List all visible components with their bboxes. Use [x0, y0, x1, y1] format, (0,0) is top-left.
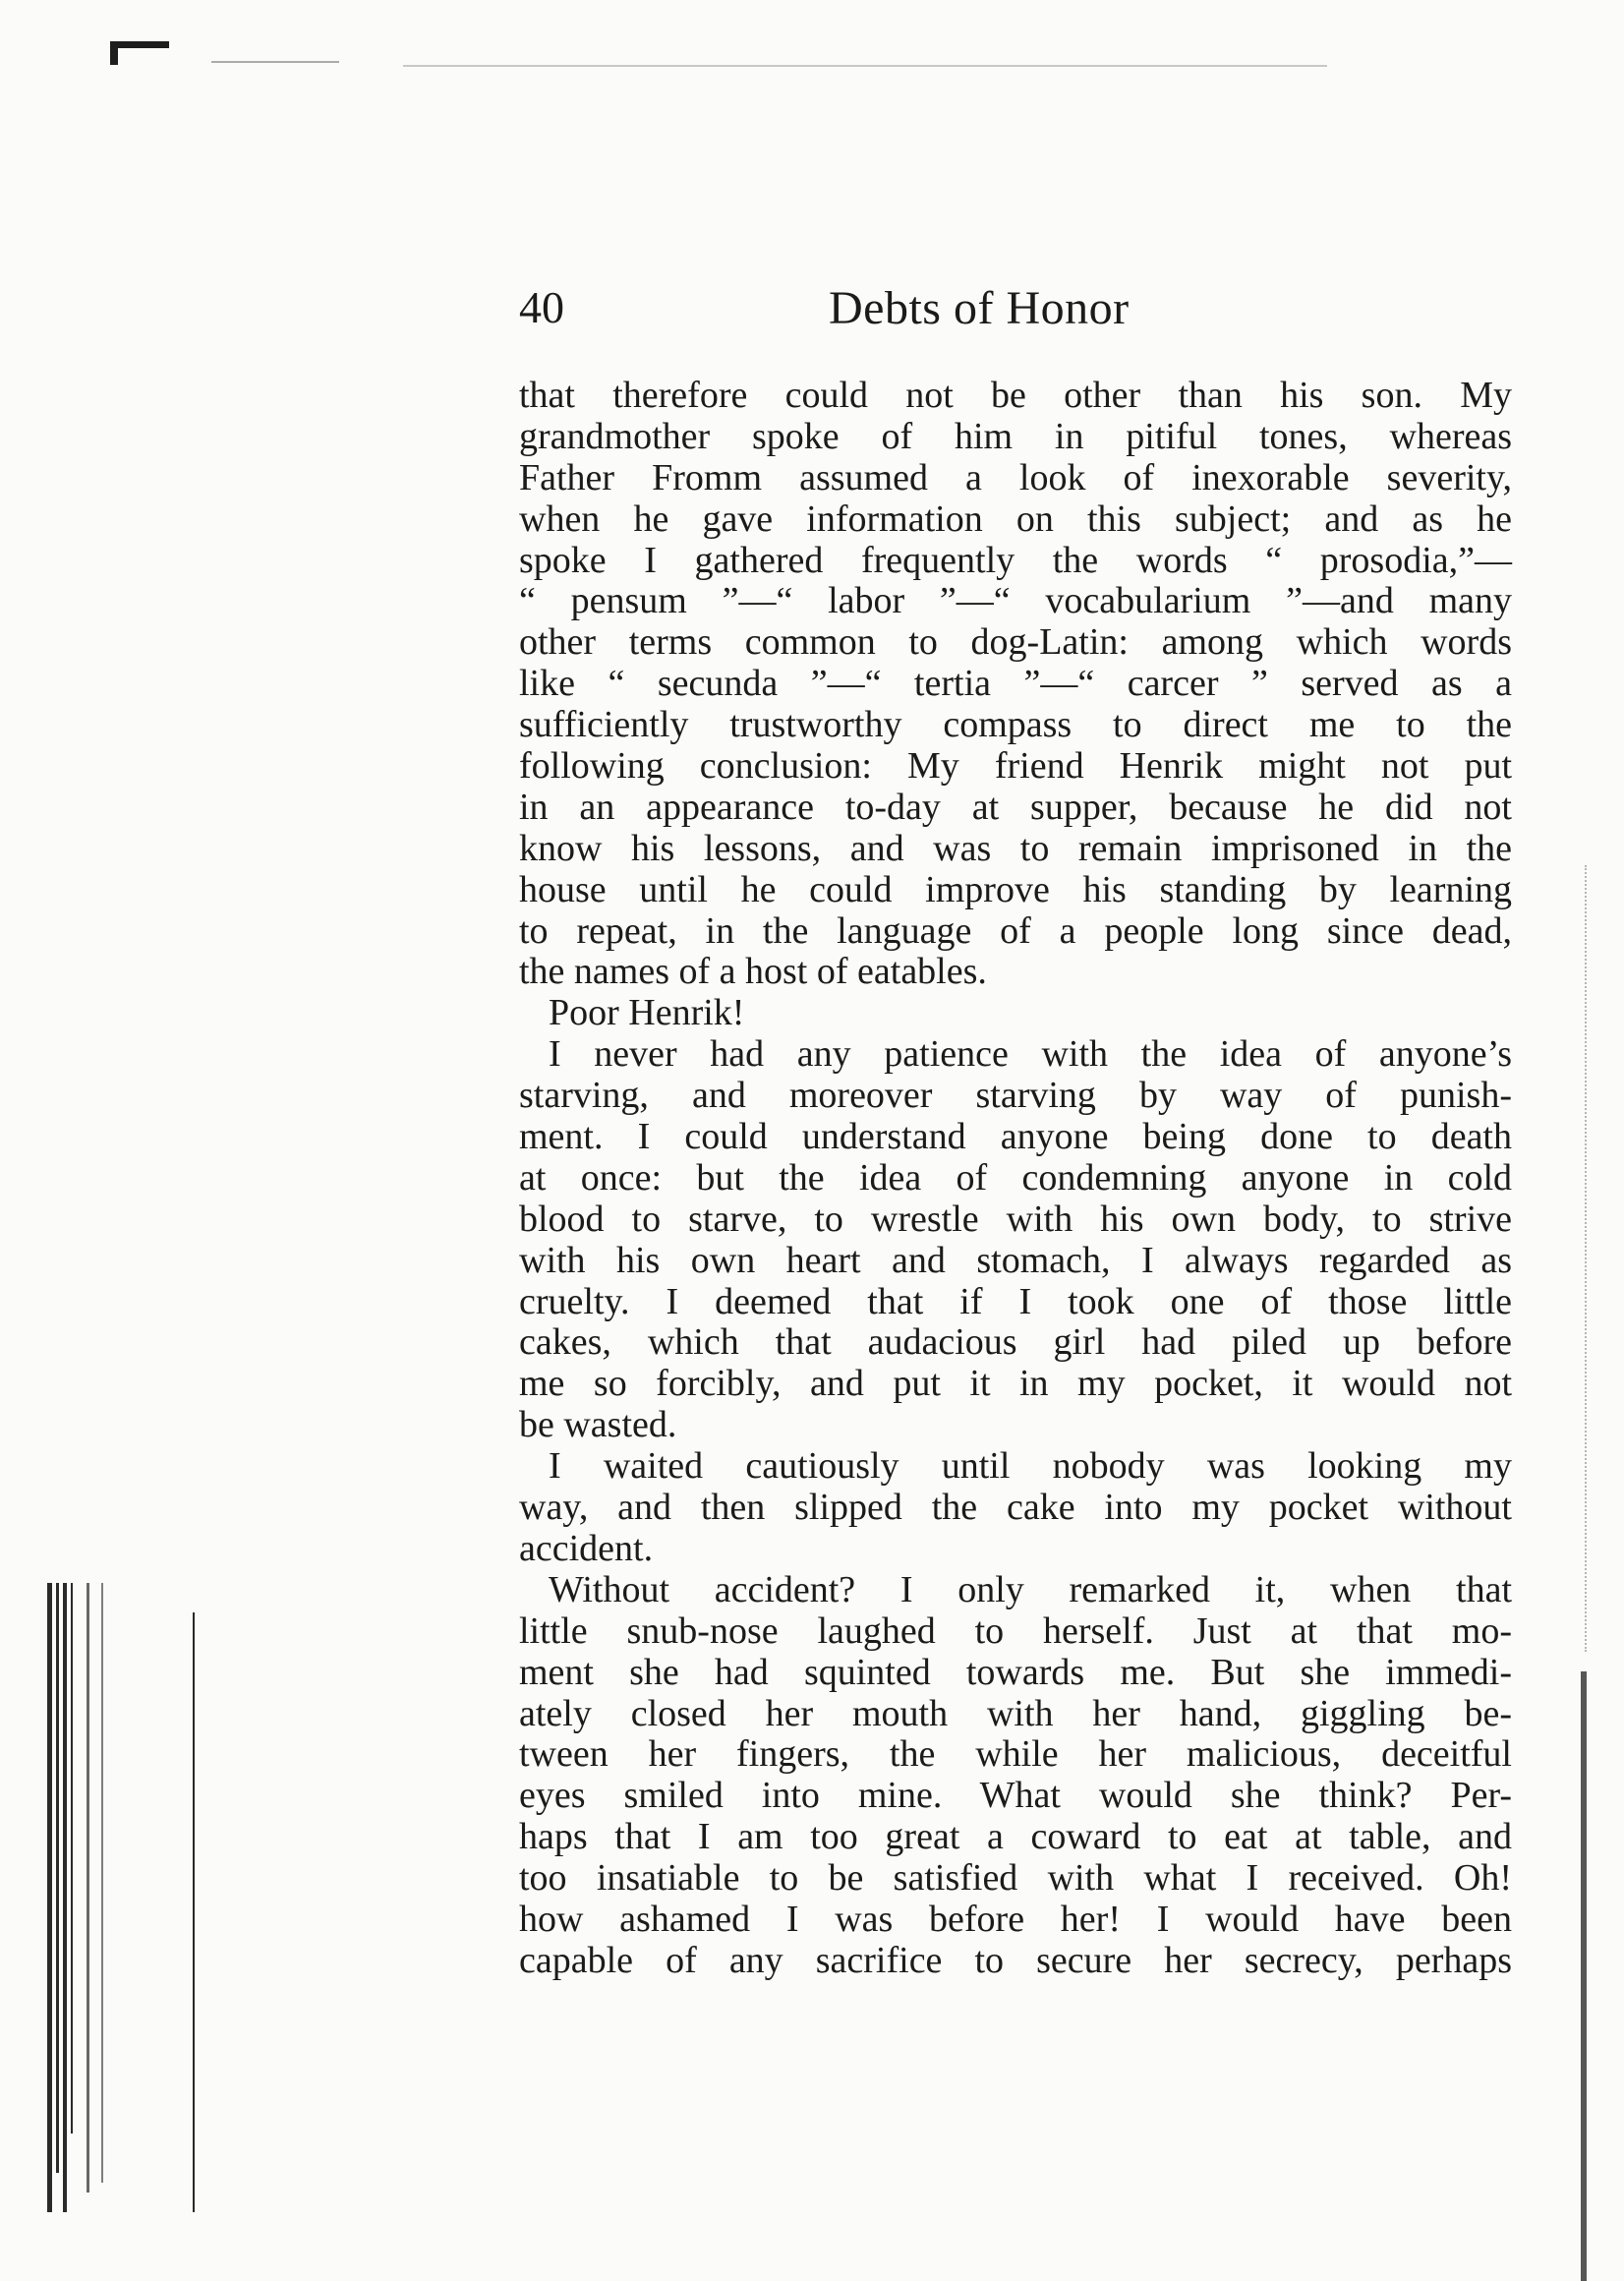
text-line: house until he could improve his standing by learning — [519, 868, 1512, 910]
text-line: me so forcibly, and put it in my pocket, it would not — [519, 1363, 1512, 1405]
text-line: ately closed her mouth with her hand, giggling be- — [519, 1692, 1512, 1734]
text-line: Poor Henrik! — [549, 992, 745, 1034]
text-line: starving, and moreover starving by way of punish- — [519, 1075, 1512, 1117]
text-line: know his lessons, and was to remain imprisoned in the — [519, 827, 1512, 869]
text-line: Father Fromm assumed a look of inexorable severity, — [519, 456, 1512, 498]
text-line: other terms common to dog-Latin: among which words — [519, 621, 1512, 664]
text-line: ment she had squinted towards me. But she immedi- — [519, 1651, 1512, 1693]
text-line: too insatiable to be satisfied with what I received. Oh! — [519, 1857, 1512, 1900]
text-line: I never had any patience with the idea of anyone’s — [549, 1033, 1512, 1076]
text-line: that therefore could not be other than his son. My — [519, 375, 1512, 416]
text-line: like “ secunda ”—“ tertia ”—“ carcer ” served as a — [519, 663, 1512, 705]
text-line: when he gave information on this subject; and as he — [519, 497, 1512, 540]
text-line: I waited cautiously until nobody was looking my — [549, 1445, 1512, 1488]
text-line: capable of any sacrifice to secure her secrecy, perhaps — [519, 1939, 1512, 1981]
text-line: tween her fingers, the while her malicious, deceitful — [519, 1733, 1512, 1776]
text-line: following conclusion: My friend Henrik might not put — [519, 745, 1512, 788]
text-line: at once: but the idea of condemning anyone in cold — [519, 1156, 1512, 1199]
text-line: blood to starve, to wrestle with his own body, to strive — [519, 1198, 1512, 1240]
text-line: Without accident? I only remarked it, when that — [549, 1568, 1512, 1610]
scan-edge-shadow — [1581, 1671, 1587, 2281]
text-line: eyes smiled into mine. What would she think? Per- — [519, 1775, 1512, 1817]
body-text — [519, 376, 1512, 1982]
scan-gutter-shadow — [47, 1583, 204, 2212]
text-line: be wasted. — [519, 1404, 677, 1446]
page-number: 40 — [519, 282, 564, 332]
text-line: the names of a host of eatables. — [519, 951, 987, 993]
scan-edge-noise — [1585, 865, 1589, 1652]
text-line: how ashamed I was before her! I would have been — [519, 1898, 1512, 1940]
scan-top-rule — [211, 61, 339, 63]
text-line: with his own heart and stomach, I always regarded as — [519, 1239, 1512, 1281]
scan-corner-mark — [110, 41, 169, 59]
text-line: grandmother spoke of him in pitiful tones, whereas — [519, 415, 1512, 457]
text-line: in an appearance to-day at supper, because he did not — [519, 786, 1512, 828]
text-line: way, and then slipped the cake into my pocket without — [519, 1487, 1512, 1529]
running-head — [519, 281, 1512, 340]
text-line: to repeat, in the language of a people long since dead, — [519, 909, 1512, 952]
text-line: sufficiently trustworthy compass to direct me to the — [519, 704, 1512, 746]
text-line: cruelty. I deemed that if I took one of those little — [519, 1280, 1512, 1322]
text-line: ment. I could understand anyone being done to death — [519, 1116, 1512, 1158]
text-line: “ pensum ”—“ labor ”—“ vocabularium ”—and many — [519, 580, 1512, 622]
text-line: accident. — [519, 1527, 654, 1569]
text-line: spoke I gathered frequently the words “ prosodia,”— — [519, 539, 1512, 581]
scan-top-rule — [403, 65, 1327, 67]
running-title: Debts of Honor — [829, 282, 1130, 334]
text-line: little snub-nose laughed to herself. Just at that mo- — [519, 1609, 1512, 1652]
text-line: haps that I am too great a coward to eat at table, and — [519, 1816, 1512, 1858]
text-line: cakes, which that audacious girl had piled up before — [519, 1321, 1512, 1364]
